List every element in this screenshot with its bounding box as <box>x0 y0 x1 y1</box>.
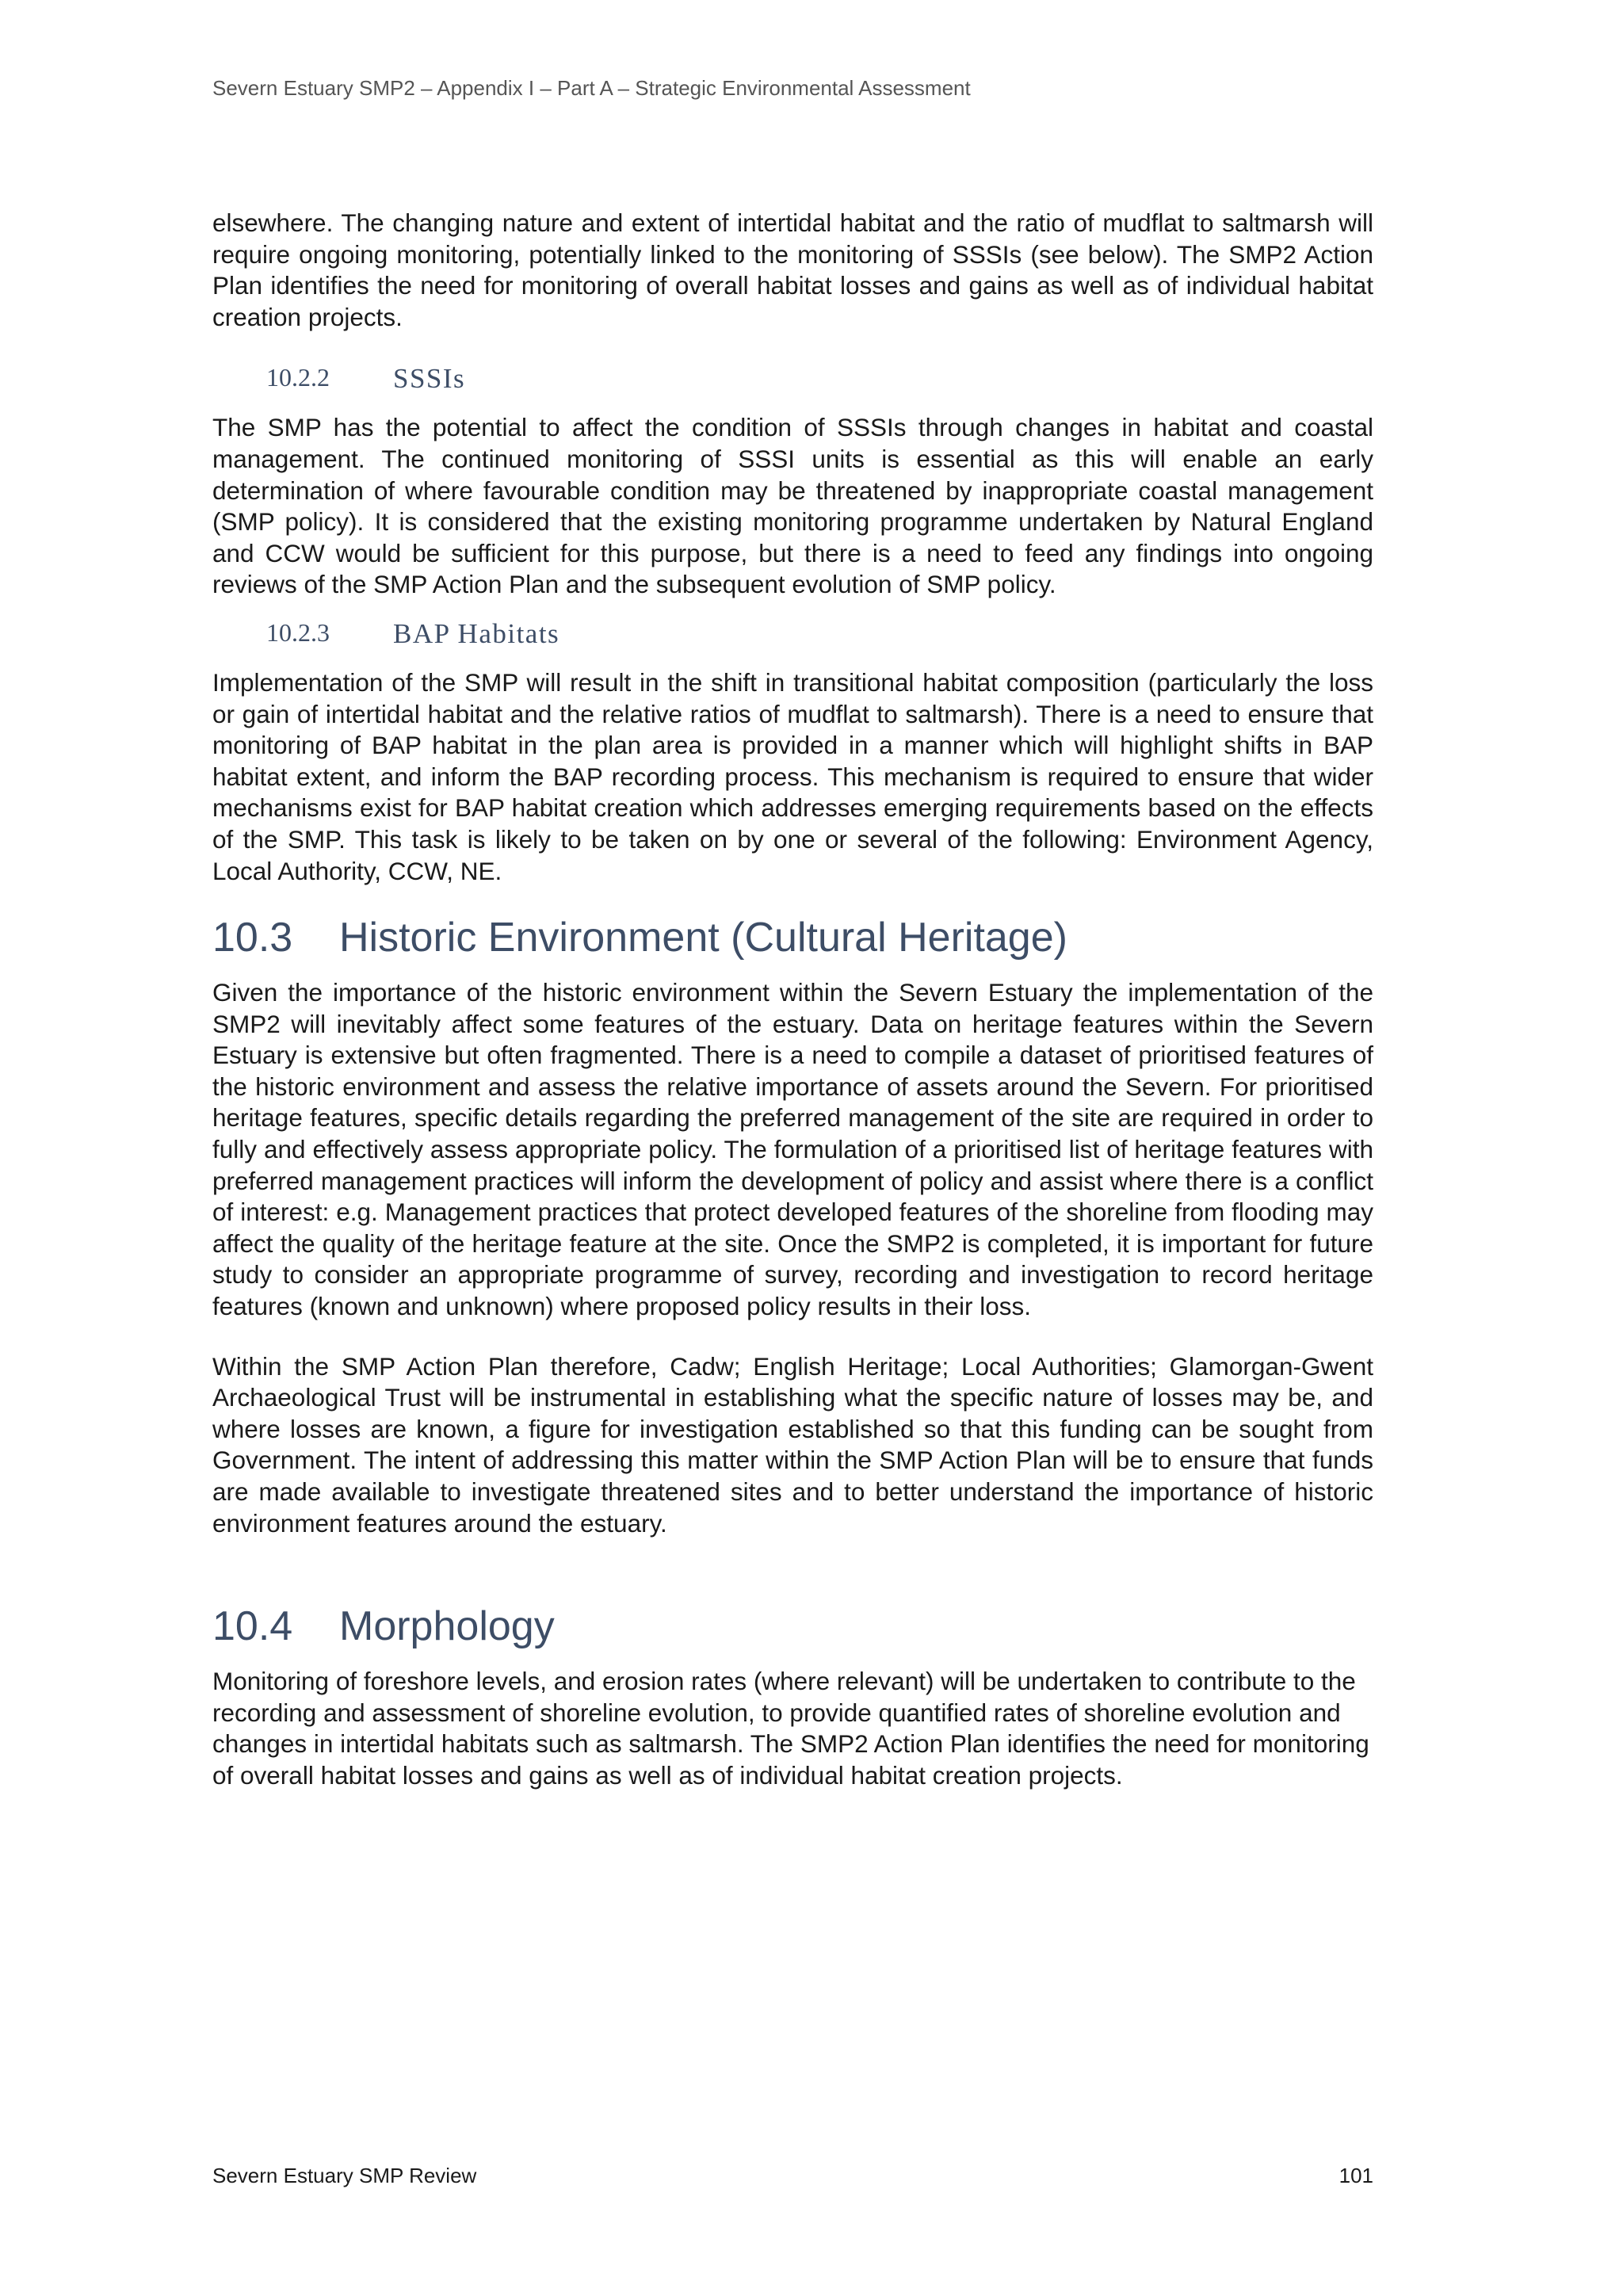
heading-number: 10.2.2 <box>266 363 330 392</box>
heading-10-2-3 <box>212 618 1373 650</box>
page-content <box>212 208 1373 1792</box>
page-footer <box>212 2164 1373 2188</box>
paragraph-historic-1: Given the importance of the historic environment within the Severn Estuary the implementation of the SMP2 will inevitably affect some features of the estuary. Data on heritage features within the Severn Estuary is extensive but often fragmented. There is a need to compile a dataset of prioritised features of the historic environment and assess the relative importance of assets around the Severn. For prioritised heritage features, specific details regarding the preferred management of the site are required in order to fully and effectively assess appropriate policy. The formulation of a prioritised list of heritage features with preferred management practices will inform the development of policy and assist where there is a conflict of interest: e.g. Management practices that protect developed features of the shoreline from flooding may affect the quality of the heritage feature at the site. Once the SMP2 is completed, it is important for future study to consider an appropriate programme of survey, recording and investigation to record heritage features (known and unknown) where proposed policy results in their loss. <box>212 978 1373 1321</box>
running-header: Severn Estuary SMP2 – Appendix I – Part A – Strategic Environmental Assessment <box>212 76 971 100</box>
page-number: 101 <box>1338 2164 1373 2187</box>
paragraph-morphology: Monitoring of foreshore levels, and erosion rates (where relevant) will be undertaken to contribute to the recording and assessment of shoreline evolution, to provide quantified rates of shoreline evolution and changes in intertidal habitats such as saltmarsh. The SMP2 Action Plan identifies the need for monitoring of overall habitat losses and gains as well as of individual habitat creation projects. <box>212 1667 1369 1790</box>
heading-number: 10.4 <box>212 1603 293 1650</box>
heading-number: 10.2.3 <box>266 617 330 647</box>
heading-title: SSSIs <box>393 363 466 395</box>
paragraph-historic-2: Within the SMP Action Plan therefore, Cadw; English Heritage; Local Authorities; Glamorgan-Gwent Archaeological Trust will be instrumental in establishing what the specific nature of losses may be, and where losses are known, a figure for investigation established so that this funding can be sought from Government. The intent of addressing this matter within the SMP Action Plan will be to ensure that funds are made available to investigate threatened sites and to better understand the importance of historic environment features around the estuary. <box>212 1351 1373 1538</box>
heading-10-3 <box>212 914 1373 961</box>
paragraph-sssi: The SMP has the potential to affect the condition of SSSIs through changes in habitat and coastal management. The continued monitoring of SSSI units is essential as this will enable an early determination of where favourable condition may be threatened by inappropriate coastal management (SMP policy). It is considered that the existing monitoring programme undertaken by Natural England and CCW would be sufficient for this purpose, but there is a need to feed any findings into ongoing reviews of the SMP Action Plan and the subsequent evolution of SMP policy. <box>212 413 1373 599</box>
paragraph-intro: elsewhere. The changing nature and extent of intertidal habitat and the ratio of mudflat to saltmarsh will require ongoing monitoring, potentially linked to the monitoring of SSSIs (see below). The SMP2 Action Plan identifies the need for monitoring of overall habitat losses and gains as well as of individual habitat creation projects. <box>212 208 1373 331</box>
heading-title: BAP Habitats <box>393 617 560 649</box>
heading-number: 10.3 <box>212 915 293 961</box>
heading-10-4 <box>212 1603 1373 1650</box>
heading-title: Historic Environment (Cultural Heritage) <box>339 915 1067 961</box>
heading-10-2-2 <box>212 363 1373 395</box>
heading-title: Morphology <box>339 1603 555 1650</box>
footer-doc-title: Severn Estuary SMP Review <box>212 2164 477 2187</box>
paragraph-bap: Implementation of the SMP will result in the shift in transitional habitat composition (particularly the loss or gain of intertidal habitat and the relative ratios of mudflat to saltmarsh). There is a need to ensure that monitoring of BAP habitat in the plan area is provided in a manner which will highlight shifts in BAP habitat extent, and inform the BAP recording process. This mechanism is required to ensure that wider mechanisms exist for BAP habitat creation which addresses emerging requirements based on the effects of the SMP. This task is likely to be taken on by one or several of the following: Environment Agency, Local Authority, CCW, NE. <box>212 667 1373 885</box>
